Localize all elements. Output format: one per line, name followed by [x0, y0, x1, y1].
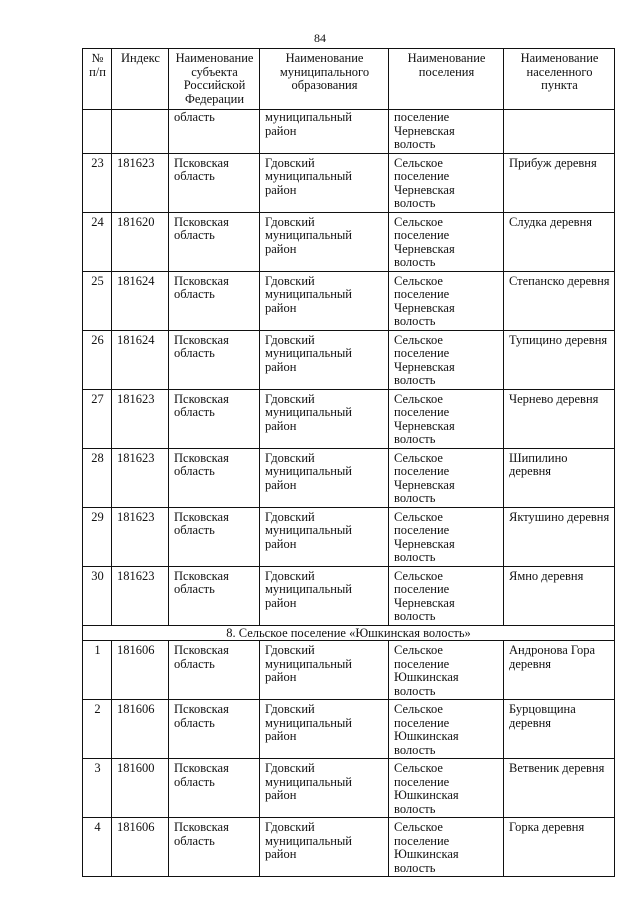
- header-subject: Наименование субъекта Российской Федерации: [169, 49, 260, 110]
- cell-index: 181624: [112, 330, 169, 389]
- header-index: Индекс: [112, 49, 169, 110]
- table-row: [83, 153, 615, 212]
- cell-index: 181606: [112, 818, 169, 877]
- cell-subject: Псковская область: [169, 566, 260, 625]
- cell-locality: Яктушино деревня: [504, 507, 615, 566]
- cell-number: 28: [83, 448, 112, 507]
- cell-index: 181623: [112, 566, 169, 625]
- table-header-row: [83, 49, 615, 110]
- section-heading: 8. Сельское поселение «Юшкинская волость»: [83, 625, 615, 641]
- cell-number: [83, 110, 112, 154]
- cell-subject: область: [169, 110, 260, 154]
- cell-settlement: Сельское поселение Юшкинская волость: [389, 818, 504, 877]
- header-locality: Наименование населенного пункта: [504, 49, 615, 110]
- cell-settlement: Сельское поселение Черневская волость: [389, 271, 504, 330]
- cell-municipality: Гдовский муниципальный район: [260, 641, 389, 700]
- cell-locality: Слудка деревня: [504, 212, 615, 271]
- table-row: [83, 566, 615, 625]
- table-row: [83, 212, 615, 271]
- cell-locality: Степанско деревня: [504, 271, 615, 330]
- cell-index: 181606: [112, 641, 169, 700]
- table-row: [83, 507, 615, 566]
- cell-number: 30: [83, 566, 112, 625]
- cell-index: 181623: [112, 507, 169, 566]
- table-row: [83, 389, 615, 448]
- cell-number: 1: [83, 641, 112, 700]
- settlement-table: [82, 48, 615, 877]
- cell-settlement: Сельское поселение Юшкинская волость: [389, 700, 504, 759]
- table-row: [83, 330, 615, 389]
- table-row: [83, 448, 615, 507]
- cell-subject: Псковская область: [169, 700, 260, 759]
- cell-subject: Псковская область: [169, 507, 260, 566]
- cell-municipality: Гдовский муниципальный район: [260, 759, 389, 818]
- cell-locality: Прибуж деревня: [504, 153, 615, 212]
- cell-settlement: Сельское поселение Юшкинская волость: [389, 759, 504, 818]
- cell-municipality: Гдовский муниципальный район: [260, 153, 389, 212]
- cell-number: 24: [83, 212, 112, 271]
- cell-municipality: Гдовский муниципальный район: [260, 271, 389, 330]
- cell-municipality: Гдовский муниципальный район: [260, 330, 389, 389]
- cell-locality: Чернево деревня: [504, 389, 615, 448]
- cell-settlement: Сельское поселение Черневская волость: [389, 507, 504, 566]
- cell-locality: Бурцовщина деревня: [504, 700, 615, 759]
- cell-settlement: Сельское поселение Черневская волость: [389, 566, 504, 625]
- cell-municipality: Гдовский муниципальный район: [260, 566, 389, 625]
- cell-number: 25: [83, 271, 112, 330]
- cell-index: 181606: [112, 700, 169, 759]
- cell-subject: Псковская область: [169, 818, 260, 877]
- cell-index: 181620: [112, 212, 169, 271]
- cell-index: 181623: [112, 153, 169, 212]
- cell-subject: Псковская область: [169, 271, 260, 330]
- cell-index: 181600: [112, 759, 169, 818]
- cell-number: 26: [83, 330, 112, 389]
- cell-settlement: Сельское поселение Черневская волость: [389, 448, 504, 507]
- cell-subject: Псковская область: [169, 212, 260, 271]
- cell-locality: Горка деревня: [504, 818, 615, 877]
- cell-municipality: Гдовский муниципальный район: [260, 507, 389, 566]
- cell-locality: [504, 110, 615, 154]
- cell-subject: Псковская область: [169, 759, 260, 818]
- header-settlement: Наименование поселения: [389, 49, 504, 110]
- cell-settlement: поселение Черневская волость: [389, 110, 504, 154]
- cell-locality: Андронова Гора деревня: [504, 641, 615, 700]
- cell-settlement: Сельское поселение Черневская волость: [389, 153, 504, 212]
- cell-locality: Ямно деревня: [504, 566, 615, 625]
- cell-municipality: Гдовский муниципальный район: [260, 700, 389, 759]
- cell-municipality: Гдовский муниципальный район: [260, 212, 389, 271]
- table-row: [83, 271, 615, 330]
- cell-subject: Псковская область: [169, 389, 260, 448]
- cell-municipality: Гдовский муниципальный район: [260, 818, 389, 877]
- cell-subject: Псковская область: [169, 330, 260, 389]
- cell-locality: Тупицино деревня: [504, 330, 615, 389]
- cell-settlement: Сельское поселение Черневская волость: [389, 330, 504, 389]
- cell-index: 181623: [112, 448, 169, 507]
- cell-settlement: Сельское поселение Черневская волость: [389, 212, 504, 271]
- cell-number: 3: [83, 759, 112, 818]
- cell-number: 29: [83, 507, 112, 566]
- header-number: № п/п: [83, 49, 112, 110]
- cell-locality: Ветвеник деревня: [504, 759, 615, 818]
- cell-municipality: Гдовский муниципальный район: [260, 389, 389, 448]
- cell-number: 4: [83, 818, 112, 877]
- cell-municipality: муниципальный район: [260, 110, 389, 154]
- section-heading-row: [83, 625, 615, 641]
- table-row: [83, 818, 615, 877]
- cell-index: [112, 110, 169, 154]
- continuation-row: [83, 110, 615, 154]
- table-row: [83, 759, 615, 818]
- cell-subject: Псковская область: [169, 448, 260, 507]
- cell-subject: Псковская область: [169, 153, 260, 212]
- cell-municipality: Гдовский муниципальный район: [260, 448, 389, 507]
- header-municipality: Наименование муниципального образования: [260, 49, 389, 110]
- cell-index: 181623: [112, 389, 169, 448]
- cell-number: 23: [83, 153, 112, 212]
- cell-subject: Псковская область: [169, 641, 260, 700]
- cell-index: 181624: [112, 271, 169, 330]
- page-number: 84: [314, 31, 326, 45]
- cell-number: 27: [83, 389, 112, 448]
- cell-settlement: Сельское поселение Юшкинская волость: [389, 641, 504, 700]
- cell-number: 2: [83, 700, 112, 759]
- table-row: [83, 700, 615, 759]
- cell-locality: Шипилино деревня: [504, 448, 615, 507]
- table-row: [83, 641, 615, 700]
- cell-settlement: Сельское поселение Черневская волость: [389, 389, 504, 448]
